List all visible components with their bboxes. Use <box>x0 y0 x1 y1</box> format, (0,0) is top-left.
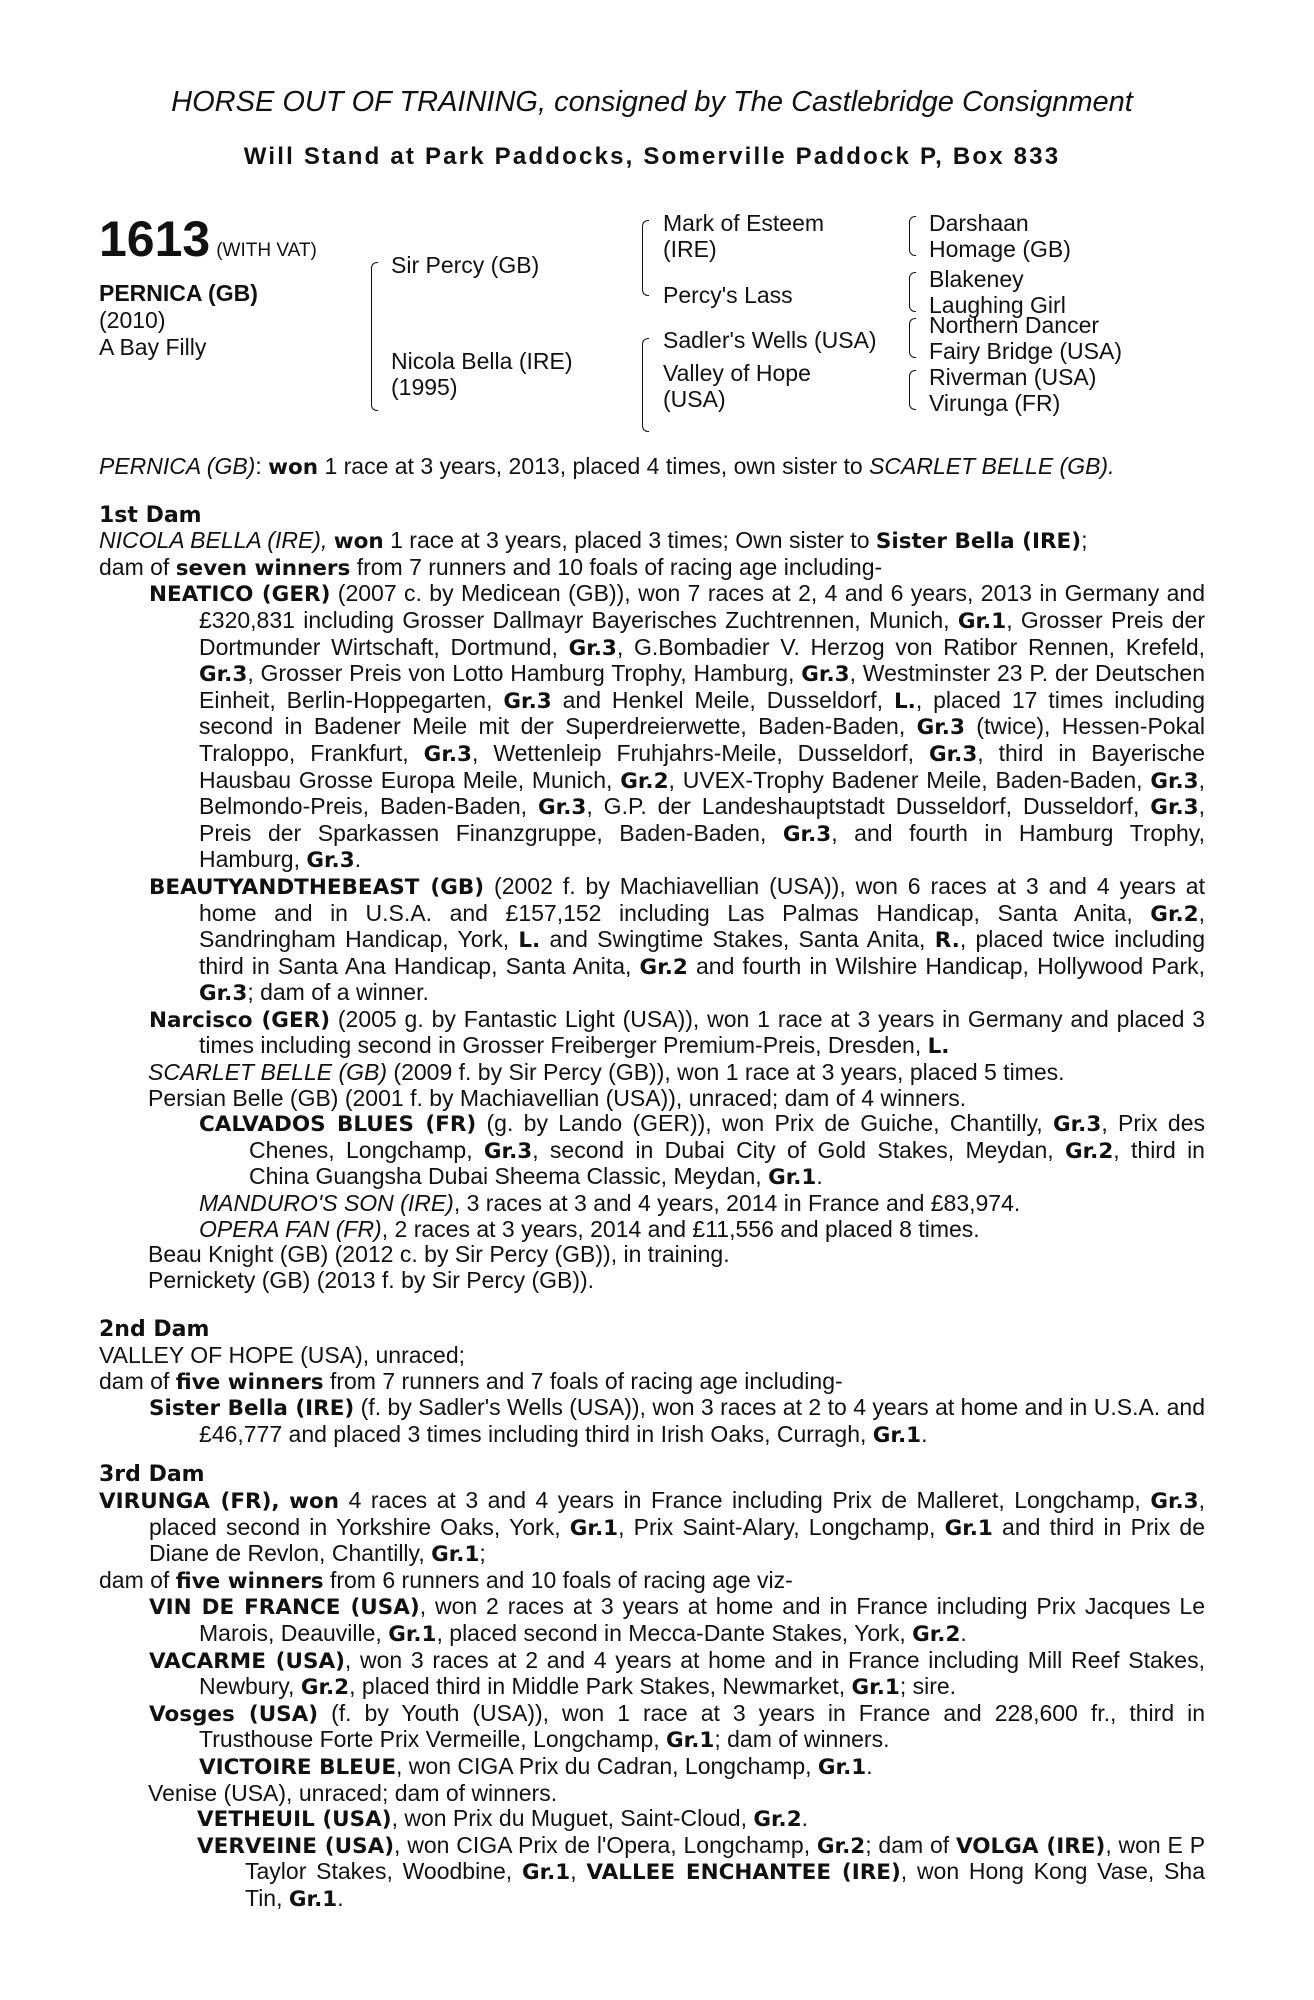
produce-narcisco: Narcisco (GER) (2005 g. by Fantastic Light (USA)), won 1 race at 3 years in Germany and placed 3 times including second in Grosser Freiberger Premium-Preis, Dresden, L. <box>149 1005 1205 1060</box>
dam-dam-line1: Valley of Hope <box>663 360 811 386</box>
second-dam-intro: VALLEY OF HOPE (USA), unraced; <box>99 1342 466 1368</box>
sire-sire-line1: Mark of Esteem <box>663 210 825 236</box>
dd-dam: Virunga (FR) <box>929 390 1061 416</box>
pedigree-block <box>99 210 1205 450</box>
sire-dam: Percy's Lass <box>663 282 793 308</box>
horse-summary: PERNICA (GB): won 1 race at 3 years, 2013, placed 4 times, own sister to SCARLET BELLE (GB). <box>99 453 1115 480</box>
dam-line-brace <box>642 338 649 432</box>
third-dam-heading: 3rd Dam <box>99 1462 205 1488</box>
sd-sire: Blakeney <box>929 266 1024 292</box>
produce-vetheuil: VETHEUIL (USA), won Prix du Muguet, Saint-Cloud, Gr.2. <box>197 1805 809 1833</box>
lot-vat: (WITH VAT) <box>216 240 317 261</box>
lot-number: 1613 <box>99 211 211 267</box>
first-dam-heading: 1st Dam <box>99 502 202 528</box>
produce-sister-bella: Sister Bella (IRE) (f. by Sadler's Wells (USA)), won 3 races at 2 to 4 years at home and in U.S.A. and £46,777 and placed 3 times including third in Irish Oaks, Curragh, Gr.1. <box>149 1394 1205 1448</box>
produce-victoire-bleue: VICTOIRE BLEUE, won CIGA Prix du Cadran, Longchamp, Gr.1. <box>199 1752 873 1780</box>
produce-verveine: VERVEINE (USA), won CIGA Prix de l'Opera, Longchamp, Gr.2; dam of VOLGA (IRE), won E P Taylor Stakes, Woodbine, Gr.1, VALLEE ENCHANTEE (IRE), won Hong Kong Vase, Sha Tin, Gr.1. <box>197 1831 1206 1912</box>
ss-dam: Homage (GB) <box>929 236 1071 262</box>
produce-persian-belle: Persian Belle (GB) (2001 f. by Machiavellian (USA)), unraced; dam of 4 winners. <box>148 1084 967 1111</box>
dd-brace <box>909 370 916 410</box>
produce-beautyandthebeast: BEAUTYANDTHEBEAST (GB) (2002 f. by Machiavellian (USA)), won 6 races at 3 and 4 years at home and in U.S.A. and £157,152 including Las Palmas Handicap, Santa Anita, Gr.2, Sandringham Handicap, York, L. and Swingtime Stakes, Santa Anita, R., placed twice including third in Santa Ana Handicap, Santa Anita, Gr.2 and fourth in Wilshire Handicap, Hollywood Park, Gr.3; dam of a winner. <box>149 872 1206 1007</box>
horse-description: A Bay Filly <box>99 334 207 360</box>
produce-venise: Venise (USA), unraced; dam of winners. <box>148 1779 558 1806</box>
dam-line1: Nicola Bella (IRE) <box>391 348 573 374</box>
sire-sire-line2: (IRE) <box>663 236 717 262</box>
ds-brace <box>909 318 916 358</box>
ss-sire: Darshaan <box>929 210 1029 236</box>
sire: Sir Percy (GB) <box>391 252 540 278</box>
lot-heading <box>99 212 317 266</box>
sire-dam-brace <box>371 262 378 411</box>
dam-line2: (1995) <box>391 374 458 400</box>
first-dam-produce-summary: dam of seven winners from 7 runners and 10 foals of racing age including- <box>99 553 883 581</box>
produce-neatico: NEATICO (GER) (2007 c. by Medicean (GB)), won 7 races at 2, 4 and 6 years, 2013 in Germany and £320,831 including Grosser Dallmayr Bayerisches Zuchtrennen, Munich, Gr.1, Grosser Preis der Dortmunder Wirtschaft, Dortmund, Gr.3, G.Bombadier V. Herzog von Ratibor Rennen, Krefeld, Gr.3, Grosser Preis von Lotto Hamburg Trophy, Hamburg, Gr.3, Westminster 23 P. der Deutschen Einheit, Berlin-Hoppegarten, Gr.3 and Henkel Meile, Dusseldorf, L., placed 17 times including second in Badener Meile mit der Superdreierwette, Baden-Baden, Gr.3 (twice), Hessen-Pokal Traloppo, Frankfurt, Gr.3, Wettenleip Fruhjahrs-Meile, Dusseldorf, Gr.3, third in Bayerische Hausbau Grosse Europa Meile, Munich, Gr.2, UVEX-Trophy Badener Meile, Baden-Baden, Gr.3, Belmondo-Preis, Baden-Baden, Gr.3, G.P. der Landeshauptstadt Dusseldorf, Dusseldorf, Gr.3, Preis der Sparkassen Finanzgruppe, Baden-Baden, Gr.3, and fourth in Hamburg Trophy, Hamburg, Gr.3. <box>149 580 1206 874</box>
third-dam-intro: VIRUNGA (FR), won 4 races at 3 and 4 years in France including Prix de Malleret, Longchamp, Gr.3, placed second in Yorkshire Oaks, York, Gr.1, Prix Saint-Alary, Longchamp, Gr.1 and third in Prix de Diane de Revlon, Chantilly, Gr.1; <box>99 1486 1206 1568</box>
produce-pernickety: Pernickety (GB) (2013 f. by Sir Percy (GB)). <box>148 1266 595 1293</box>
catalogue-page <box>99 84 1205 1912</box>
dam-sire: Sadler's Wells (USA) <box>663 327 877 353</box>
third-dam-produce-summary: dam of five winners from 6 runners and 10 foals of racing age viz- <box>99 1566 793 1594</box>
ss-brace <box>909 216 916 256</box>
produce-beau-knight: Beau Knight (GB) (2012 c. by Sir Percy (GB)), in training. <box>148 1241 730 1268</box>
dd-sire: Riverman (USA) <box>929 364 1097 390</box>
ds-sire: Northern Dancer <box>929 312 1100 338</box>
produce-vin-de-france: VIN DE FRANCE (USA), won 2 races at 3 years at home and in France including Prix Jacques Le Marois, Deauville, Gr.1, placed second in Mecca-Dante Stakes, York, Gr.2. <box>149 1593 1206 1647</box>
second-dam-heading: 2nd Dam <box>99 1317 210 1343</box>
sd-brace <box>909 272 916 312</box>
produce-calvados-blues: CALVADOS BLUES (FR) (g. by Lando (GER)), won Prix de Guiche, Chantilly, Gr.3, Prix des Chenes, Longchamp, Gr.3, second in Dubai City of Gold Stakes, Meydan, Gr.2, third in China Guangsha Dubai Sheema Classic, Meydan, Gr.1. <box>199 1110 1205 1191</box>
ds-dam: Fairy Bridge (USA) <box>929 338 1122 364</box>
produce-vosges: Vosges (USA) (f. by Youth (USA)), won 1 race at 3 years in France and 228,600 fr., third in Trusthouse Forte Prix Vermeille, Longchamp, Gr.1; dam of winners. <box>149 1699 1205 1754</box>
stand-location: Will Stand at Park Paddocks, Somerville Paddock P, Box 833 <box>243 143 1061 170</box>
second-dam-produce-summary: dam of five winners from 7 runners and 7 foals of racing age including- <box>99 1367 843 1395</box>
horse-year: (2010) <box>99 307 166 333</box>
produce-opera-fan: OPERA FAN (FR), 2 races at 3 years, 2014 and £11,556 and placed 8 times. <box>199 1215 980 1242</box>
catalogue-body <box>99 454 1205 1912</box>
first-dam-intro: NICOLA BELLA (IRE), won 1 race at 3 years, placed 3 times; Own sister to Sister Bella (IRE); <box>99 527 1088 555</box>
consignment-header: HORSE OUT OF TRAINING, consigned by The Castlebridge Consignment <box>171 86 1133 118</box>
sire-line-brace <box>642 220 649 296</box>
produce-manduros-son: MANDURO'S SON (IRE), 3 races at 3 and 4 years, 2014 in France and £83,974. <box>199 1190 1021 1217</box>
produce-vacarme: VACARME (USA), won 3 races at 2 and 4 years at home and in France including Mill Reef Stakes, Newbury, Gr.2, placed third in Middle Park Stakes, Newmarket, Gr.1; sire. <box>149 1646 1205 1701</box>
sd-dam: Laughing Girl <box>929 292 1066 318</box>
horse-name: PERNICA (GB) <box>99 280 258 306</box>
dam-dam-line2: (USA) <box>663 386 726 412</box>
produce-scarlet-belle: SCARLET BELLE (GB) (2009 f. by Sir Percy (GB)), won 1 race at 3 years, placed 5 times. <box>148 1059 1065 1086</box>
